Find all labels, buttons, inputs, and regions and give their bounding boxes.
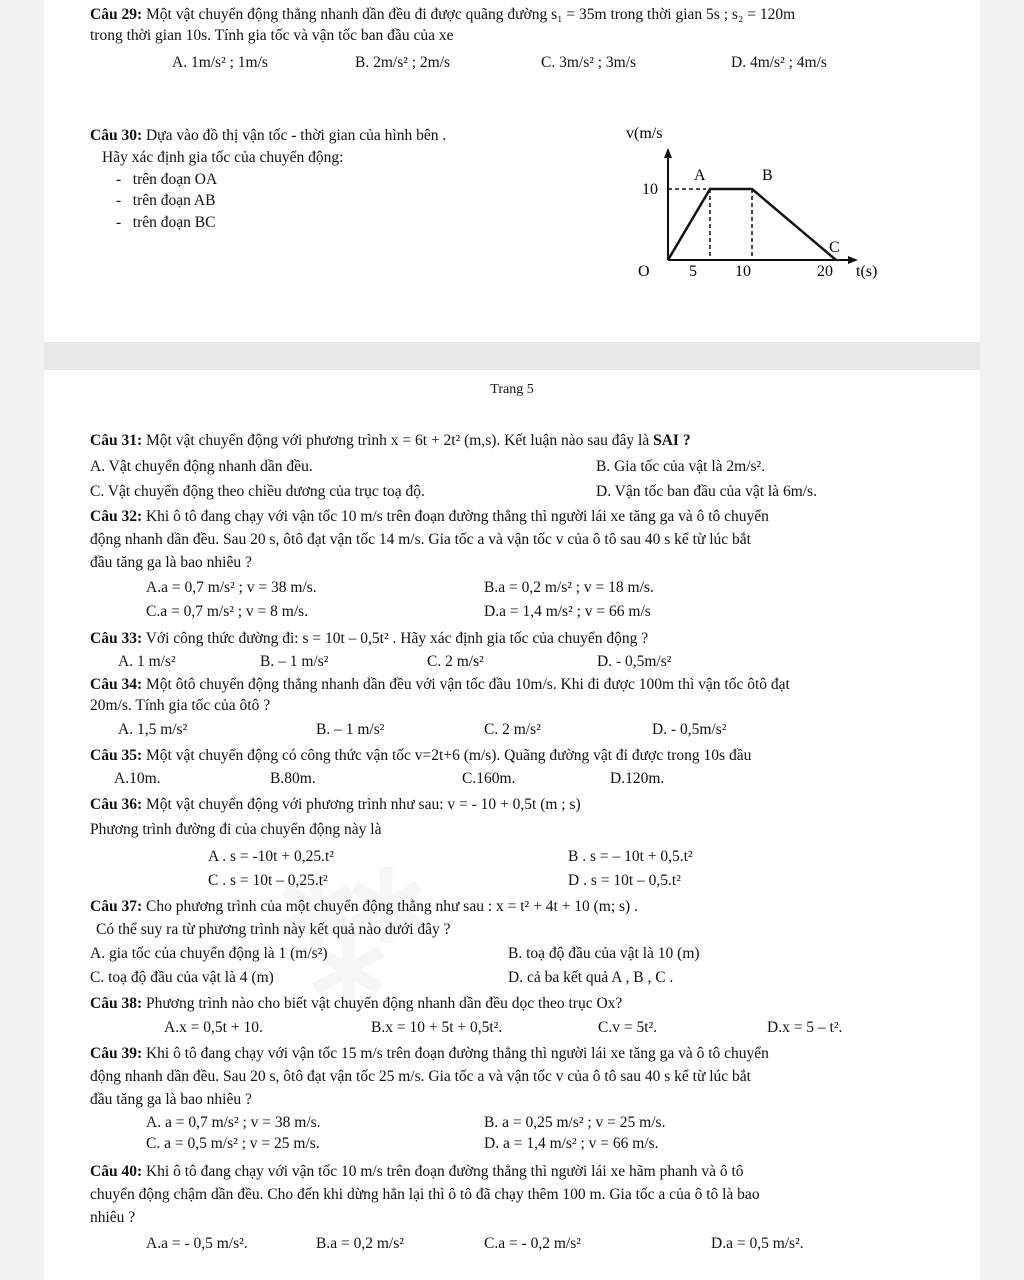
q36-option-b[interactable]: B . s = – 10t + 0,5.t² — [568, 848, 693, 865]
q39-line3: đầu tăng ga là bao nhiêu ? — [90, 1091, 252, 1108]
q35-option-d[interactable]: D.120m. — [610, 770, 665, 787]
page-top — [44, 0, 980, 342]
q35-head: Câu 35: — [90, 747, 143, 764]
q39-option-a[interactable]: A. a = 0,7 m/s² ; v = 38 m/s. — [146, 1114, 321, 1131]
q32-head: Câu 32: — [90, 508, 143, 525]
q29-option-d[interactable]: D. 4m/s² ; 4m/s — [731, 54, 827, 71]
x-axis-label: t(s) — [856, 263, 878, 280]
y-axis-label: v(m/s — [626, 125, 663, 142]
q34-option-c[interactable]: C. 2 m/s² — [484, 721, 541, 738]
page-gap — [44, 342, 980, 370]
q35-option-b[interactable]: B.80m. — [270, 770, 316, 787]
q34-head: Câu 34: — [90, 676, 143, 693]
q40-option-c[interactable]: C.a = - 0,2 m/s² — [484, 1235, 581, 1252]
q30-line1 — [90, 126, 446, 145]
q40-head: Câu 40: — [90, 1163, 143, 1180]
q37-head: Câu 37: — [90, 898, 143, 915]
point-b-label: B — [762, 167, 773, 184]
q36-line2: Phương trình đường đi của chuyển động này là — [90, 821, 382, 838]
q34-option-b[interactable]: B. – 1 m/s² — [316, 721, 385, 738]
q38-option-c[interactable]: C.v = 5t². — [598, 1019, 658, 1036]
q29-line2: trong thời gian 10s. Tính gia tốc và vận tốc ban đầu của xe — [90, 27, 454, 44]
q39-option-b[interactable]: B. a = 0,25 m/s² ; v = 25 m/s. — [484, 1114, 666, 1131]
q38-option-a[interactable]: A.x = 0,5t + 10. — [164, 1019, 263, 1036]
q32-option-b[interactable]: B.a = 0,2 m/s² ; v = 18 m/s. — [484, 579, 654, 596]
q34-text1: Một ôtô chuyển động thẳng nhanh dần đều với vận tốc đầu 10m/s. Khi đi được 100m thì vận tốc ôtô đạt — [145, 676, 790, 693]
q32-line3: đầu tăng ga là bao nhiêu ? — [90, 554, 252, 571]
x-tick-5: 5 — [689, 263, 697, 280]
q32-option-d[interactable]: D.a = 1,4 m/s² ; v = 66 m/s — [484, 603, 651, 620]
q29-line1 — [90, 5, 795, 24]
q33-text1: Với công thức đường đi: s = 10t – 0,5t² . Hãy xác định gia tốc của chuyển động ? — [145, 630, 649, 647]
q38-option-d[interactable]: D.x = 5 – t². — [767, 1019, 843, 1036]
q34-option-a[interactable]: A. 1,5 m/s² — [118, 721, 188, 738]
y-axis-arrow-icon — [664, 148, 672, 158]
q38-option-b[interactable]: B.x = 10 + 5t + 0,5t². — [371, 1019, 503, 1036]
q30-item-oa: - trên đoạn OA — [116, 171, 218, 188]
q32-option-c[interactable]: C.a = 0,7 m/s² ; v = 8 m/s. — [146, 603, 309, 620]
point-a-label: A — [694, 167, 706, 184]
q31-option-d[interactable]: D. Vận tốc ban đầu của vật là 6m/s. — [596, 483, 817, 500]
q37-option-b[interactable]: B. toạ độ đầu của vật là 10 (m) — [508, 945, 700, 962]
q32-text1: Khi ô tô đang chạy với vận tốc 10 m/s trên đoạn đường thẳng thì người lái xe tăng ga và ô tô chuyển — [145, 508, 769, 525]
q40-option-d[interactable]: D.a = 0,5 m/s². — [711, 1235, 804, 1252]
q33-line1 — [90, 629, 648, 648]
q35-text1: Một vật chuyển động có công thức vận tốc v=2t+6 (m/s). Quãng đường vật đi được trong 10s đầu — [145, 747, 752, 764]
q39-line2: động nhanh dần đều. Sau 20 s, ôtô đạt vận tốc 25 m/s. Gia tốc a và vận tốc v của ô tô sau 40 s kể từ lúc bắt — [90, 1068, 751, 1085]
q39-text1: Khi ô tô đang chạy với vận tốc 15 m/s trên đoạn đường thẳng thì người lái xe tăng ga và ô tô chuyển — [145, 1045, 769, 1062]
q29-option-b[interactable]: B. 2m/s² ; 2m/s — [355, 54, 451, 71]
page-main — [44, 370, 980, 1280]
q36-line1 — [90, 795, 581, 814]
q32-line1 — [90, 507, 769, 526]
q31-sai: SAI ? — [653, 432, 691, 449]
q30-text1: Dựa vào đồ thị vận tốc - thời gian của hình bên . — [145, 127, 447, 144]
q36-option-d[interactable]: D . s = 10t – 0,5.t² — [568, 872, 681, 889]
q40-option-b[interactable]: B.a = 0,2 m/s² — [316, 1235, 404, 1252]
q31-option-c[interactable]: C. Vật chuyển động theo chiều dương của trục toạ độ. — [90, 483, 425, 500]
x-tick-20: 20 — [817, 263, 833, 280]
q31-option-a[interactable]: A. Vật chuyển động nhanh dần đều. — [90, 458, 313, 475]
q30-item-oa-label: trên đoạn OA — [132, 171, 218, 188]
q30-head: Câu 30: — [90, 127, 143, 144]
page-number: Trang 5 — [490, 382, 534, 397]
q35-option-a[interactable]: A.10m. — [114, 770, 161, 787]
q31-text1: Một vật chuyển động với phương trình x = 6t + 2t² (m,s). Kết luận nào sau đây là — [145, 432, 650, 449]
q37-line2: Có thể suy ra từ phương trình này kết quả nào dưới đây ? — [96, 921, 451, 938]
q33-head: Câu 33: — [90, 630, 143, 647]
q35-option-c[interactable]: C.160m. — [462, 770, 516, 787]
point-c-label: C — [829, 239, 840, 256]
q38-text1: Phương trình nào cho biết vật chuyển động nhanh dần đều dọc theo trục Ox? — [145, 995, 623, 1012]
q29-text1: Một vật chuyển động thẳng nhanh dần đều đi được quãng đường s₁ = 35m trong thời gian 5s ; s₂ = 120m — [145, 6, 796, 23]
q30-item-bc: - trên đoạn BC — [116, 214, 216, 231]
q33-option-b[interactable]: B. – 1 m/s² — [260, 653, 329, 670]
velocity-time-graph — [584, 118, 894, 288]
q37-line1 — [90, 897, 638, 916]
q36-text1: Một vật chuyển động với phương trình như sau: v = - 10 + 0,5t (m ; s) — [145, 796, 581, 813]
q34-option-d[interactable]: D. - 0,5m/s² — [652, 721, 727, 738]
origin-label: O — [638, 263, 650, 280]
q31-option-b[interactable]: B. Gia tốc của vật là 2m/s². — [596, 458, 766, 475]
q35-line1 — [90, 746, 751, 765]
q38-head: Câu 38: — [90, 995, 143, 1012]
q34-line1 — [90, 675, 790, 694]
q39-option-c[interactable]: C. a = 0,5 m/s² ; v = 25 m/s. — [146, 1135, 320, 1152]
q39-head: Câu 39: — [90, 1045, 143, 1062]
q30-item-ab: - trên đoạn AB — [116, 192, 216, 209]
q31-line1 — [90, 431, 691, 450]
q37-option-c[interactable]: C. toạ độ đầu của vật là 4 (m) — [90, 969, 274, 986]
q32-line2: động nhanh dần đều. Sau 20 s, ôtô đạt vận tốc 14 m/s. Gia tốc a và vận tốc v của ô tô sau 40 s kể từ lúc bắt — [90, 531, 751, 548]
q36-option-c[interactable]: C . s = 10t – 0,25.t² — [208, 872, 328, 889]
q29-option-c[interactable]: C. 3m/s² ; 3m/s — [541, 54, 637, 71]
q29-option-a[interactable]: A. 1m/s² ; 1m/s — [172, 54, 268, 71]
y-tick-10: 10 — [642, 181, 658, 198]
q37-text1: Cho phương trình của một chuyển động thẳng như sau : x = t² + 4t + 10 (m; s) . — [145, 898, 638, 915]
q37-option-a[interactable]: A. gia tốc của chuyển động là 1 (m/s²) — [90, 945, 328, 962]
q32-option-a[interactable]: A.a = 0,7 m/s² ; v = 38 m/s. — [146, 579, 317, 596]
q30-item-ab-label: trên đoạn AB — [132, 192, 216, 209]
q36-option-a[interactable]: A . s = -10t + 0,25.t² — [208, 848, 334, 865]
q33-option-c[interactable]: C. 2 m/s² — [427, 653, 484, 670]
q38-line1 — [90, 994, 622, 1013]
q29-head: Câu 29: — [90, 6, 143, 23]
q40-line1 — [90, 1162, 744, 1181]
q33-option-d[interactable]: D. - 0,5m/s² — [597, 653, 672, 670]
q34-line2: 20m/s. Tính gia tốc của ôtô ? — [90, 697, 271, 714]
q30-line2: Hãy xác định gia tốc của chuyển động: — [102, 149, 344, 166]
q40-line2: chuyển động chậm dần đều. Cho đến khi dừng hẳn lại thì ô tô đã chạy thêm 100 m. Gia tốc a của ô tô là bao — [90, 1186, 760, 1203]
q40-text1: Khi ô tô đang chạy với vận tốc 10 m/s trên đoạn đường thẳng thì người lái xe hãm phanh và ô tô — [145, 1163, 744, 1180]
q31-head: Câu 31: — [90, 432, 143, 449]
q39-line1 — [90, 1044, 769, 1063]
x-tick-10: 10 — [735, 263, 751, 280]
q36-head: Câu 36: — [90, 796, 143, 813]
q40-line3: nhiêu ? — [90, 1209, 136, 1226]
q39-option-d[interactable]: D. a = 1,4 m/s² ; v = 66 m/s. — [484, 1135, 659, 1152]
q30-item-bc-label: trên đoạn BC — [132, 214, 216, 231]
q40-option-a[interactable]: A.a = - 0,5 m/s². — [146, 1235, 248, 1252]
q37-option-d[interactable]: D. cả ba kết quả A , B , C . — [508, 969, 674, 986]
q33-option-a[interactable]: A. 1 m/s² — [118, 653, 176, 670]
